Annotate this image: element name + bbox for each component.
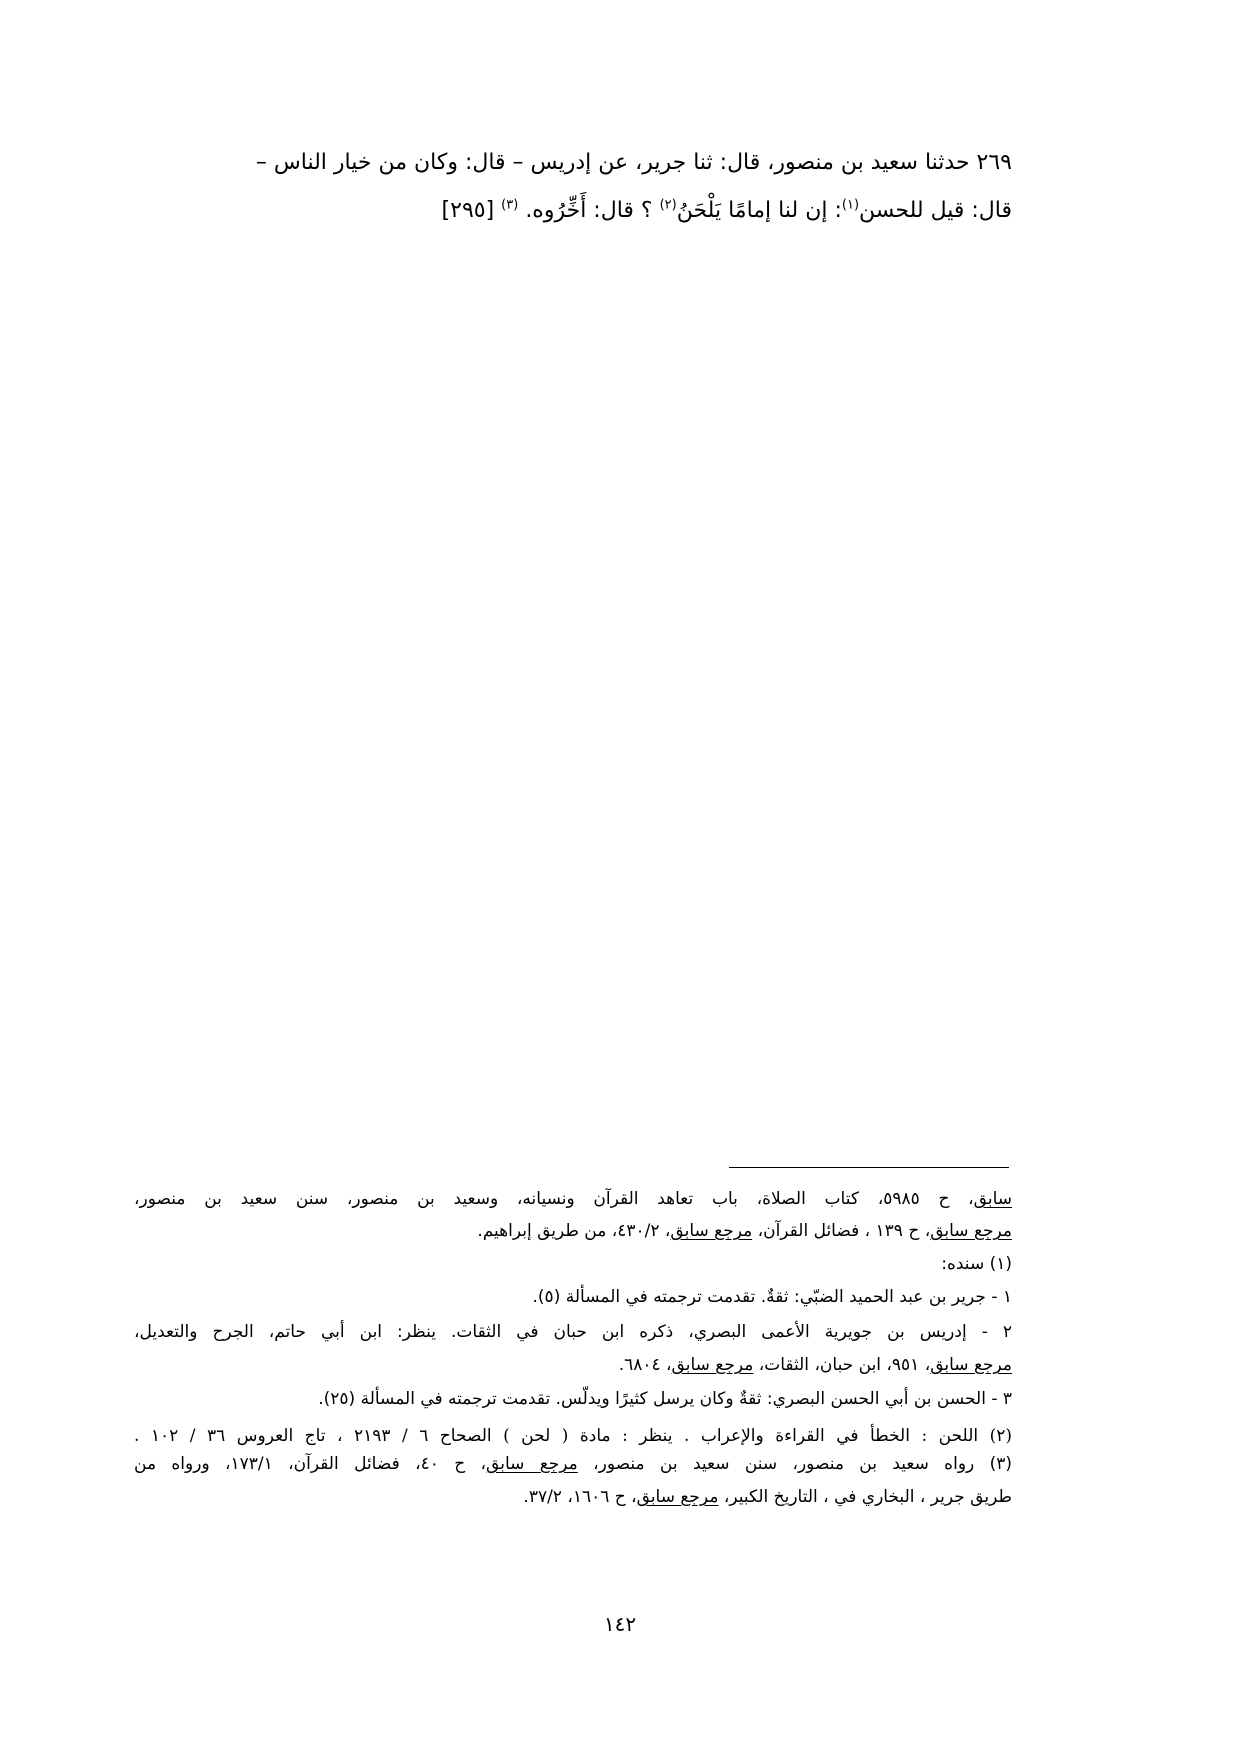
footnote-1-heading [941,1252,1012,1276]
footnote-text: (٢) اللحن : الخطأ في القراءة والإعراب . ينظر : مادة ( لحن ) الصحاح ٦ / ٢١٩٣ ، تاج العروس ٣٦ / ١٠٢ . [134,1426,1012,1446]
footnote-text: (١) سنده: [941,1254,1012,1274]
footnote-ref-3[interactable]: (٣) [501,197,519,213]
hadith-line-2a: قال: قيل للحسن [859,198,1012,223]
footnote-ref-1[interactable]: (١) [841,197,860,213]
footnote-ref-2[interactable]: (٢) [659,197,677,213]
ref-previous-source: مرجع سابق [671,1355,754,1375]
cross-reference-number: [٢٩٥] [441,198,495,223]
main-text-line-2 [442,196,1012,226]
ref-previous-source: مرجع سابق [930,1221,1012,1241]
hadith-line-2b: : إن لنا إمامًا يَلْحَنُ [676,198,842,223]
ref-previous-source: مرجع سابق [670,1221,753,1241]
footnote-narrator-1 [533,1285,1013,1309]
page-number: ١٤٢ [603,1612,637,1636]
footnote-text: ، ح ١٦٠٦، ٣٧/٢. [523,1487,637,1507]
footnote-text: ، ح ١٣٩ ، فضائل القرآن، [752,1221,931,1241]
ref-previous-source: مرجع سابق [636,1487,719,1507]
footnote-narrator-2-cont [619,1353,1012,1377]
footnote-text: ، ٤٣٠/٢، من طريق إبراهيم. [477,1221,671,1241]
hadith-line-2c: ؟ قال: أَخِّرُوه. [525,198,660,223]
footnote-text: (٣) رواه سعيد بن منصور، سنن سعيد بن منصور، [577,1454,1013,1474]
footnote-3 [134,1452,1012,1476]
hadith-line-1: ٢٦٩ حدثنا سعيد بن منصور، قال: ثنا جرير، عن إدريس – قال: وكان من خيار الناس – [255,150,1012,175]
footnote-text: ، ح ٤٠، فضائل القرآن، ١٧٣/١، ورواه من [134,1454,487,1474]
footnote-separator [729,1167,1009,1168]
ref-previous-source: مرجع سابق [486,1454,578,1474]
footnote-line-1 [134,1187,1012,1211]
footnote-line-2 [477,1219,1012,1243]
footnote-text: ، ح ٥٩٨٥، كتاب الصلاة، باب تعاهد القرآن ونسيانه، وسعيد بن منصور، سنن سعيد بن منصور، [134,1189,974,1209]
footnote-text: طريق جرير ، البخاري في ، التاريخ الكبير، [718,1487,1012,1507]
footnote-3-cont [523,1485,1012,1509]
footnote-2 [134,1424,1012,1448]
footnote-text: ١ - جرير بن عبد الحميد الضبّي: ثقةٌ. تقدمت ترجمته في المسألة (٥). [532,1287,1012,1307]
footnote-narrator-2 [134,1320,1012,1344]
ref-previous-source: مرجع سابق [930,1355,1012,1375]
footnote-text: ، ٦٨٠٤. [618,1355,672,1375]
footnote-text: ، ٩٥١، ابن حبان، الثقات، [753,1355,931,1375]
ref-previous-source: سابق [973,1189,1012,1209]
footnote-text: ٢ - إدريس بن جويرية الأعمى البصري، ذكره ابن حبان في الثقات. ينظر: ابن أبي حاتم، الجرح والتعديل، [134,1322,1012,1342]
footnote-text: ٣ - الحسن بن أبي الحسن البصري: ثقةٌ وكان يرسل كثيرًا ويدلّس. تقدمت ترجمته في المسألة (٢٥). [318,1389,1012,1409]
main-text-line-1 [132,148,1012,178]
footnote-narrator-3 [318,1387,1012,1411]
